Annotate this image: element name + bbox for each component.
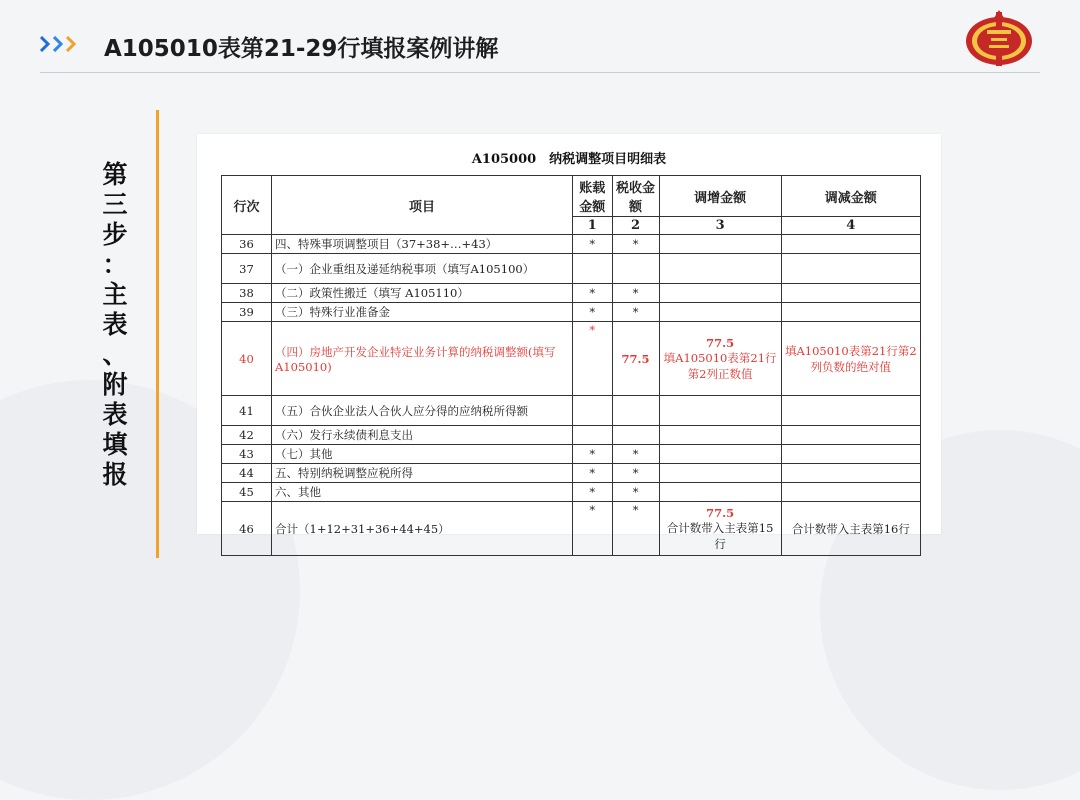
cell-decrease-amount <box>781 483 920 502</box>
cell-increase-amount <box>659 303 781 322</box>
row-item: （一）企业重组及递延纳税事项（填写A105100） <box>272 254 573 284</box>
row-item: 四、特殊事项调整项目（37+38+…+43） <box>272 235 573 254</box>
row-item: （四）房地产开发企业特定业务计算的纳税调整额(填写 A105010) <box>272 322 573 396</box>
cell-tax-amount: * <box>612 445 659 464</box>
tax-adjustment-table <box>221 175 921 556</box>
cell-increase-amount <box>659 502 781 556</box>
row-item: 五、特别纳税调整应税所得 <box>272 464 573 483</box>
row-item: （三）特殊行业准备金 <box>272 303 573 322</box>
row-item: 合计（1+12+31+36+44+45） <box>272 502 573 556</box>
cell-book-amount: * <box>573 464 613 483</box>
cell-book-amount: * <box>573 322 613 396</box>
table-row-total <box>222 502 921 556</box>
increase-amount-value: 77.5 <box>706 335 735 350</box>
column-header-item: 项目 <box>272 176 573 235</box>
cell-increase-amount <box>659 235 781 254</box>
column-number: 3 <box>659 217 781 235</box>
column-number: 2 <box>612 217 659 235</box>
cell-increase-amount <box>659 254 781 284</box>
row-number: 38 <box>222 284 272 303</box>
side-title-char: 、 <box>102 340 128 369</box>
table-row <box>222 426 921 445</box>
side-title-char: 主 <box>102 280 128 309</box>
cell-tax-amount: * <box>612 464 659 483</box>
cell-book-amount: * <box>573 303 613 322</box>
cell-tax-amount: * <box>612 303 659 322</box>
cell-decrease-amount <box>781 284 920 303</box>
document-title: A105000 纳税调整项目明细表 <box>471 152 667 167</box>
row-item: （六）发行永续债利息支出 <box>272 426 573 445</box>
document-image <box>197 134 941 551</box>
side-title-char: 表 <box>102 400 128 429</box>
increase-amount-note: 填A105010表第21行第2列正数值 <box>663 350 777 381</box>
side-title-char: 步 <box>102 220 128 249</box>
row-number: 44 <box>222 464 272 483</box>
cell-increase-amount <box>659 396 781 426</box>
table-row <box>222 396 921 426</box>
cell-increase-amount <box>659 322 781 396</box>
cell-book-amount <box>573 426 613 445</box>
cell-book-amount: * <box>573 445 613 464</box>
row-number: 43 <box>222 445 272 464</box>
cell-decrease-amount <box>781 426 920 445</box>
cell-book-amount: * <box>573 483 613 502</box>
row-number: 41 <box>222 396 272 426</box>
row-number: 39 <box>222 303 272 322</box>
cell-tax-amount: * <box>612 235 659 254</box>
row-number: 40 <box>222 322 272 396</box>
table-row <box>222 303 921 322</box>
side-title-char: 填 <box>102 430 128 459</box>
column-header-decrease-amount: 调减金额 <box>781 176 920 217</box>
side-title-char: ： <box>102 250 128 279</box>
cell-tax-amount: 77.5 <box>612 322 659 396</box>
table-row <box>222 284 921 303</box>
side-title-char: 报 <box>102 460 128 489</box>
header-divider <box>40 72 1040 73</box>
cell-tax-amount <box>612 426 659 445</box>
step-vertical-title <box>95 160 135 490</box>
cell-book-amount <box>573 396 613 426</box>
cell-increase-amount <box>659 483 781 502</box>
cell-decrease-amount <box>781 254 920 284</box>
row-item: 六、其他 <box>272 483 573 502</box>
cell-decrease-amount <box>781 464 920 483</box>
column-header-book-amount: 账载金额 <box>573 176 613 217</box>
page-title: A105010表第21-29行填报案例讲解 <box>104 36 499 62</box>
row-number: 46 <box>222 502 272 556</box>
column-number: 4 <box>781 217 920 235</box>
row-item: （七）其他 <box>272 445 573 464</box>
column-header-tax-amount: 税收金额 <box>612 176 659 217</box>
cell-book-amount: * <box>573 284 613 303</box>
table-row <box>222 445 921 464</box>
cell-decrease-amount <box>781 303 920 322</box>
side-title-char: 附 <box>102 370 128 399</box>
side-title-char: 三 <box>102 190 128 219</box>
table-row-highlighted <box>222 322 921 396</box>
row-number: 42 <box>222 426 272 445</box>
cell-increase-amount <box>659 284 781 303</box>
increase-amount-value: 77.5 <box>706 505 735 520</box>
cell-tax-amount: * <box>612 502 659 556</box>
cell-tax-amount: * <box>612 284 659 303</box>
column-header-row-no: 行次 <box>222 176 272 235</box>
cell-decrease-amount <box>781 396 920 426</box>
cell-book-amount: * <box>573 502 613 556</box>
side-title-char: 表 <box>102 310 128 339</box>
column-header-increase-amount: 调增金额 <box>659 176 781 217</box>
accent-vertical-bar <box>156 110 159 558</box>
cell-tax-amount <box>612 254 659 284</box>
column-number: 1 <box>573 217 613 235</box>
cell-decrease-amount: 填A105010表第21行第2列负数的绝对值 <box>781 322 920 396</box>
cell-decrease-amount <box>781 445 920 464</box>
header <box>0 0 1080 80</box>
row-number: 37 <box>222 254 272 284</box>
cell-increase-amount <box>659 445 781 464</box>
table-row <box>222 483 921 502</box>
row-number: 45 <box>222 483 272 502</box>
cell-tax-amount: * <box>612 483 659 502</box>
row-item: （五）合伙企业法人合伙人应分得的应纳税所得额 <box>272 396 573 426</box>
cell-increase-amount <box>659 426 781 445</box>
side-title-char: 第 <box>102 160 128 189</box>
row-number: 36 <box>222 235 272 254</box>
cell-tax-amount <box>612 396 659 426</box>
increase-amount-note: 合计数带入主表第15行 <box>666 520 774 551</box>
cell-decrease-amount: 合计数带入主表第16行 <box>781 502 920 556</box>
cell-book-amount <box>573 254 613 284</box>
row-item: （二）政策性搬迁（填写 A105110） <box>272 284 573 303</box>
table-row <box>222 254 921 284</box>
tax-emblem-logo-icon <box>963 8 1035 70</box>
chevron-arrows-icon <box>40 36 79 58</box>
cell-increase-amount <box>659 464 781 483</box>
table-row <box>222 464 921 483</box>
table-row <box>222 235 921 254</box>
cell-decrease-amount <box>781 235 920 254</box>
cell-book-amount: * <box>573 235 613 254</box>
